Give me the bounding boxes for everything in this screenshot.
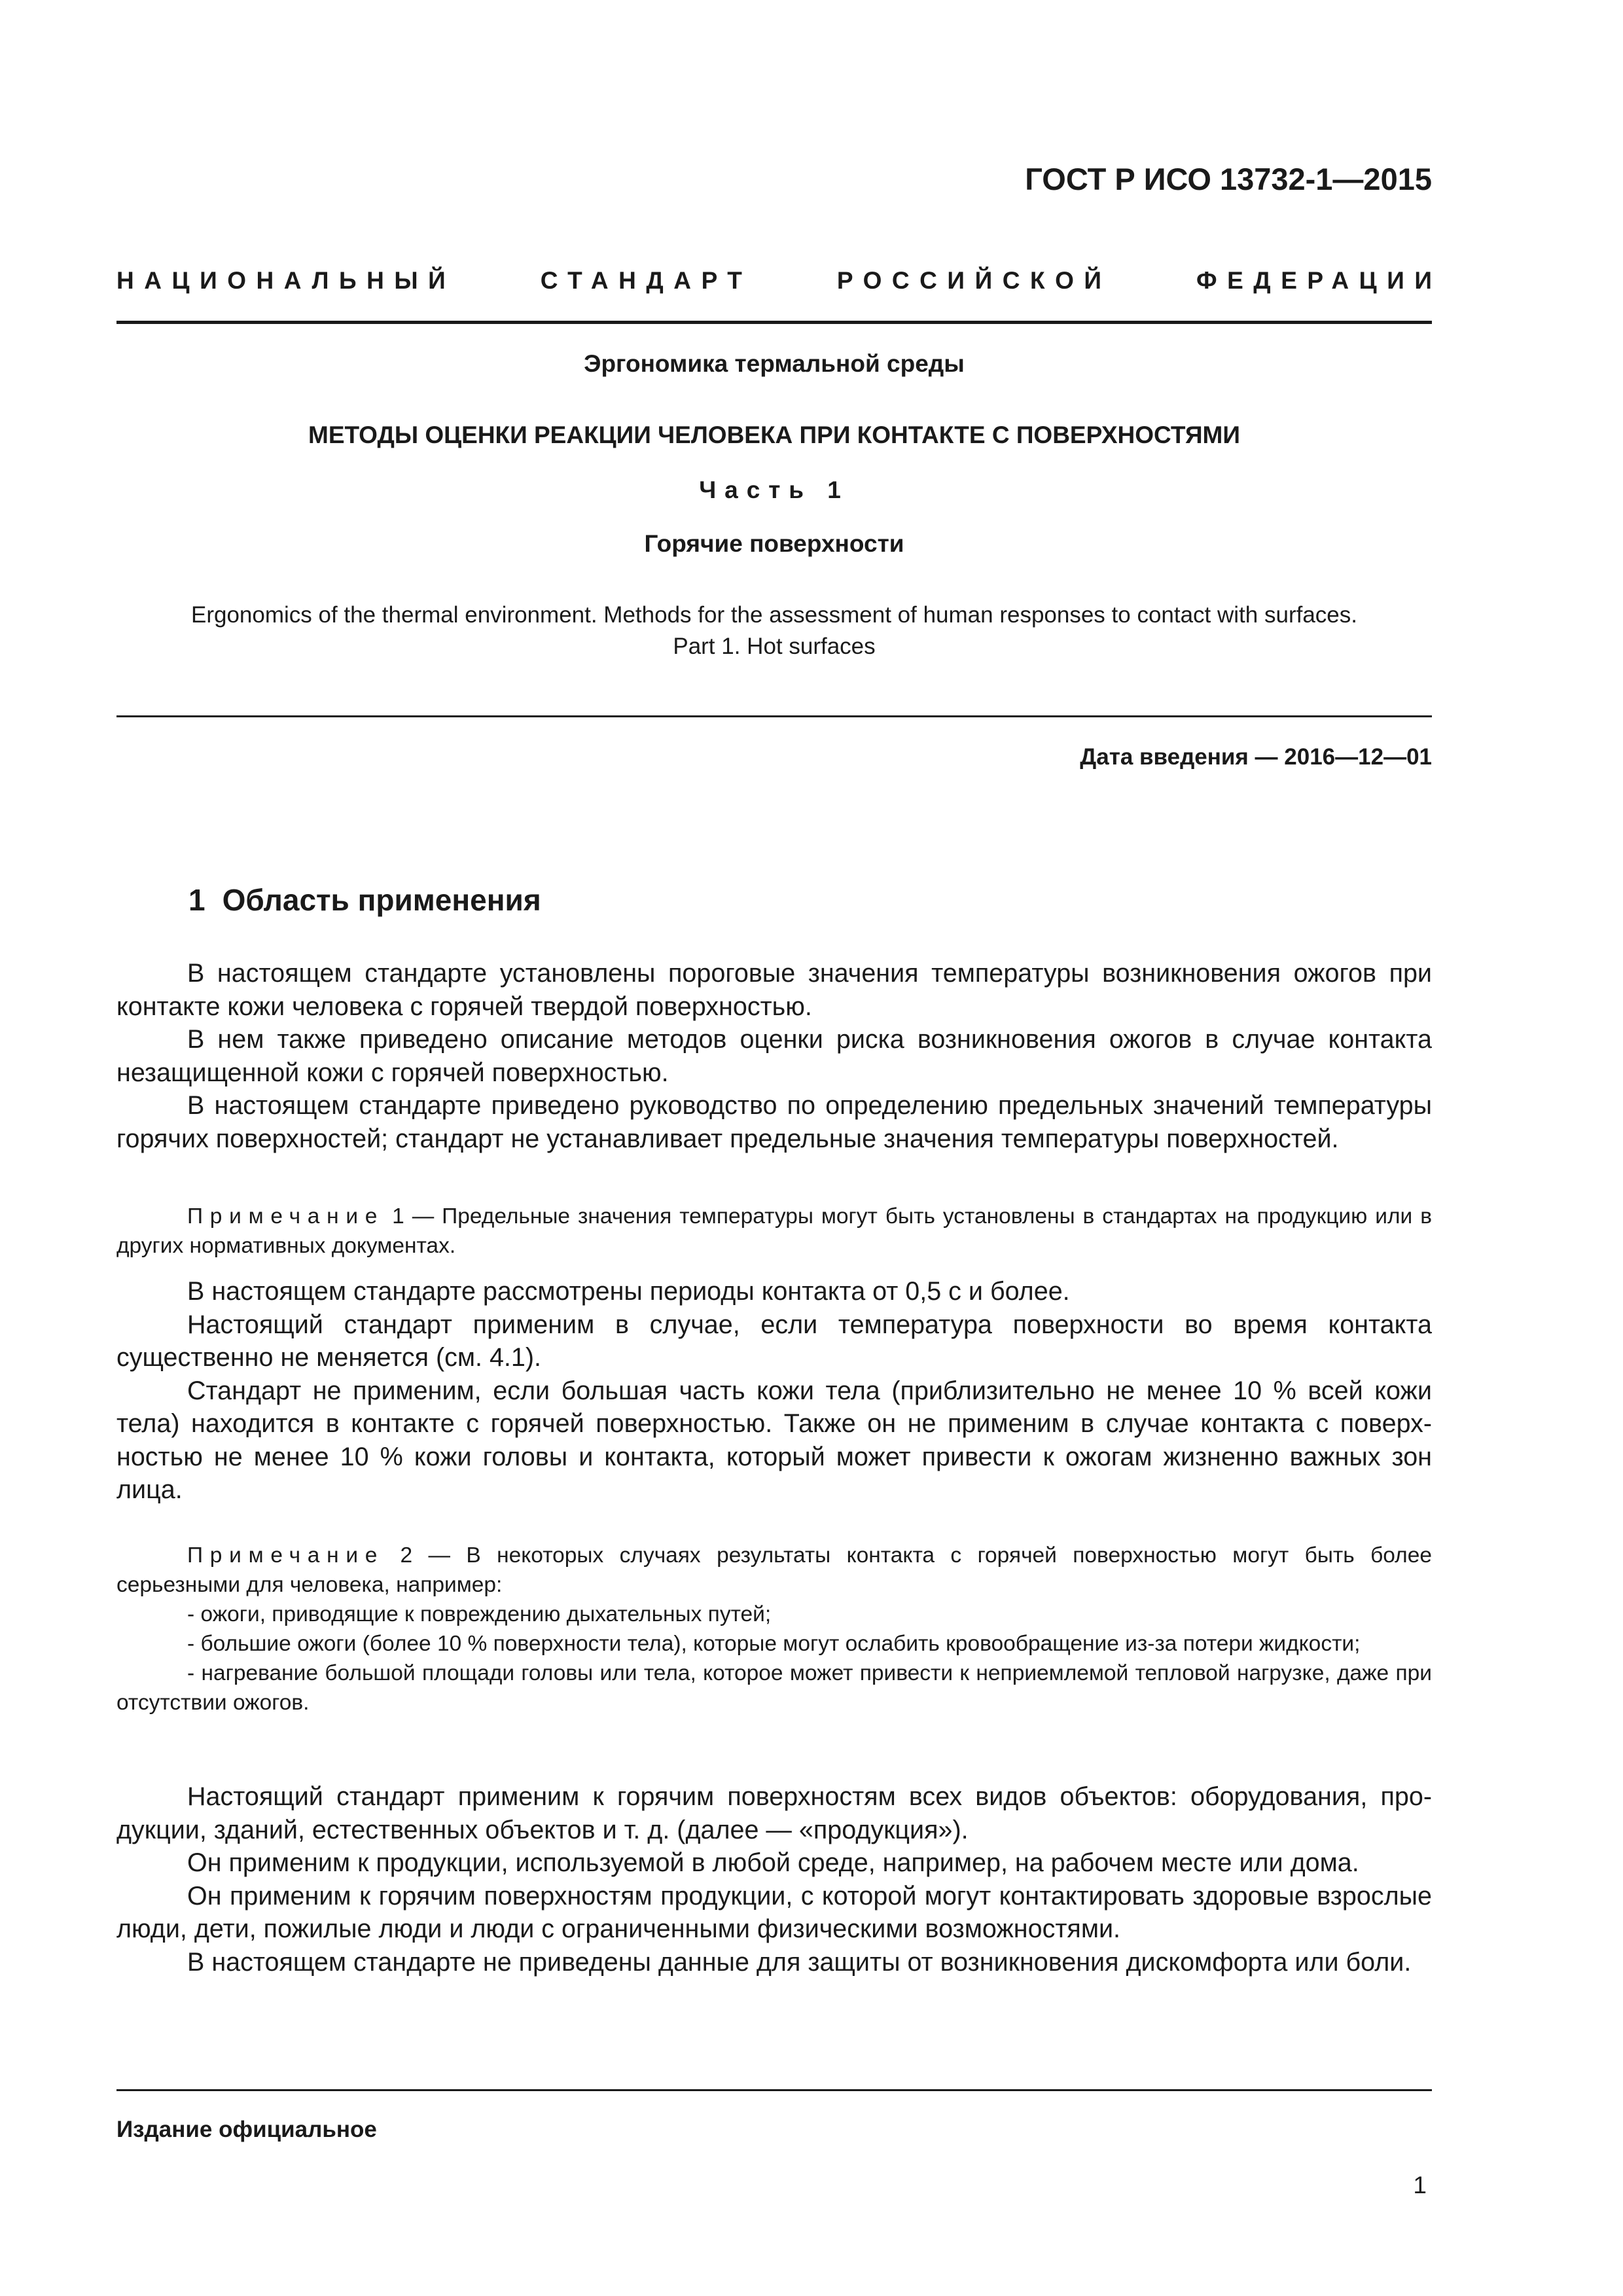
title-english-line-2: Part 1. Hot surfaces	[673, 634, 876, 659]
paragraph: В настоящем стандарте не приведены данные для защиты от возникновения дискомфорта или боли.	[187, 1947, 1412, 1977]
footer-divider	[116, 2089, 1432, 2091]
paragraph: В настоящем стандарте рассмотрены периоды контакта от 0,5 с и более.	[187, 1277, 1070, 1306]
title-divider	[116, 715, 1432, 717]
scope-block-2	[116, 1275, 1432, 1507]
note-list-item: - большие ожоги (более 10 % поверхности тела), которые могут ослабить кровообращение из-за потери жидкости;	[187, 1632, 1361, 1656]
document-page	[116, 0, 1442, 2296]
note-text: 2 — В некоторых случаях результаты контакта с горячей поверхностью могут быть более серьезными для человека, например:	[116, 1543, 1432, 1597]
page-number: 1	[1413, 2172, 1427, 2198]
title-english-line-1: Ergonomics of the thermal environment. Methods for the assessment of human responses to contact with surfaces.	[191, 602, 1357, 628]
national-word-3: РОССИЙСКОЙ	[836, 267, 1112, 294]
paragraph: Стандарт не применим, если большая часть кожи тела (приблизительно не менее 10 % всей кожи тела) находится в контакте с горячей поверхностью. Также он не применим в случае контакта с поверхностью не менее 10 % кожи головы и контакта, который может привести к ожогам жизненно важных зон лица.	[116, 1376, 1432, 1504]
paragraph: В нем также приведено описание методов оценки риска возникновения ожогов в случае контакта незащищенной кожи с горячей поверхностью.	[116, 1025, 1432, 1087]
title-subtitle: Горячие поверхности	[644, 530, 904, 557]
scope-block-1	[116, 957, 1432, 1155]
national-word-1: НАЦИОНАЛЬНЫЙ	[116, 267, 456, 294]
title-topic: Эргономика термальной среды	[584, 350, 965, 377]
section-number: 1	[188, 883, 205, 917]
section-title: Область применения	[222, 883, 541, 917]
note-label: Примечание	[187, 1204, 385, 1229]
paragraph: Он применим к горячим поверхностям продукции, с которой могут контактировать здоровые взрослые люди, дети, пожилые люди и люди с ограниченными физическими возможностями.	[116, 1881, 1432, 1943]
paragraph: Настоящий стандарт применим к горячим поверхностям всех видов объектов: оборудования, продукции, зданий, естественных объектов и т. д. (далее — «продукция»).	[116, 1782, 1432, 1844]
note-label: Примечание	[187, 1543, 385, 1568]
edition-label: Издание официальное	[116, 2117, 377, 2142]
section-heading	[188, 882, 541, 918]
note-paragraph	[116, 1541, 1432, 1600]
paragraph: В настоящем стандарте установлены пороговые значения температуры возникновения ожогов при контакте кожи человека с горячей твердой поверхностью.	[116, 959, 1432, 1021]
note-2	[116, 1541, 1432, 1717]
introduction-date: Дата введения — 2016—12—01	[1080, 744, 1432, 770]
title-main: МЕТОДЫ ОЦЕНКИ РЕАКЦИИ ЧЕЛОВЕКА ПРИ КОНТАКТЕ С ПОВЕРХНОСТЯМИ	[308, 422, 1240, 448]
national-standard-heading	[116, 267, 1442, 295]
national-word-2: СТАНДАРТ	[540, 267, 753, 294]
note-text: 1 — Предельные значения температуры могут быть установлены в стандартах на продукцию или в других нормативных документах.	[116, 1204, 1432, 1258]
note-1	[116, 1202, 1432, 1261]
national-word-4: ФЕДЕРАЦИИ	[1196, 267, 1442, 294]
note-list-item: - ожоги, приводящие к повреждению дыхательных путей;	[187, 1602, 772, 1626]
header-divider	[116, 321, 1432, 324]
standard-designation: ГОСТ Р ИСО 13732-1—2015	[1025, 162, 1432, 196]
note-paragraph	[116, 1202, 1432, 1261]
paragraph: Настоящий стандарт применим в случае, если температура поверхности во время контакта существенно не меняется (см. 4.1).	[116, 1310, 1432, 1372]
scope-block-3	[116, 1780, 1432, 1979]
title-part: Часть 1	[699, 476, 849, 503]
note-list-item: - нагревание большой площади головы или тела, которое может привести к неприемлемой тепловой нагрузке, даже при отсутствии ожогов.	[116, 1661, 1432, 1715]
paragraph: Он применим к продукции, используемой в любой среде, например, на рабочем месте или дома.	[187, 1848, 1359, 1877]
paragraph: В настоящем стандарте приведено руководство по определению предельных значений температуры горячих поверхностей; стандарт не устанавливает предельные значения температуры поверхностей.	[116, 1091, 1432, 1153]
